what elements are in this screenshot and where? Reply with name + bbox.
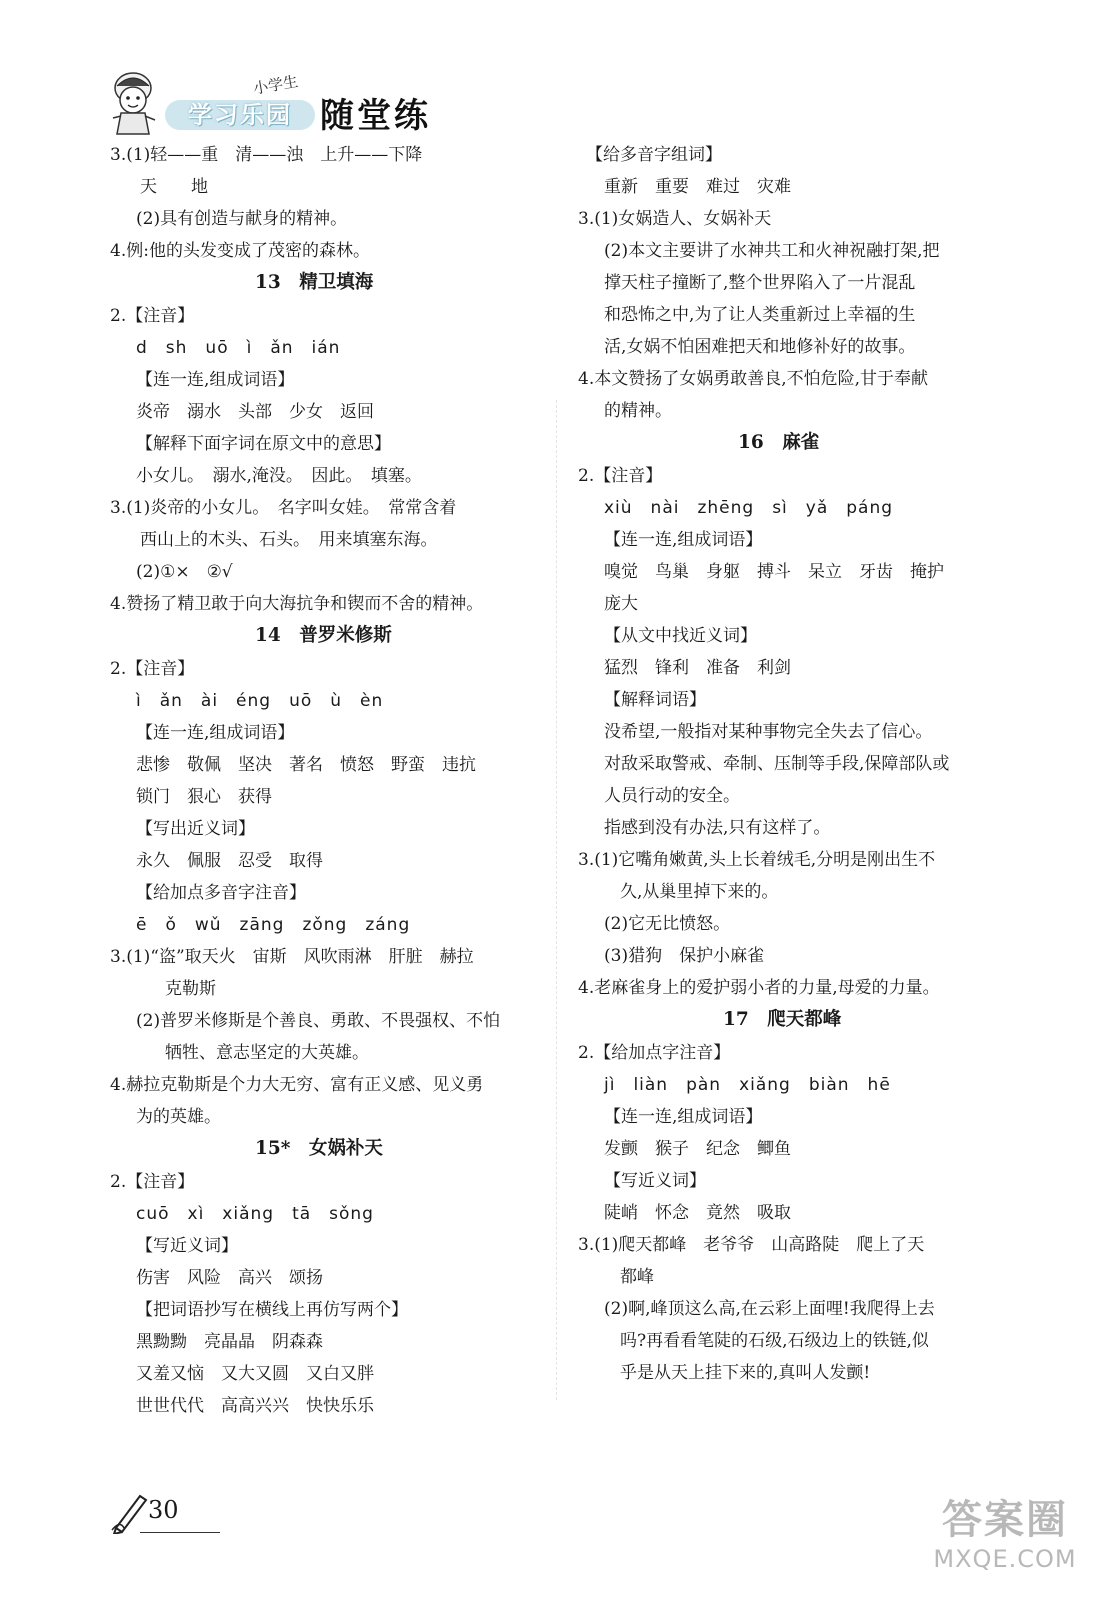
lesson-heading: 13 精卫填海 <box>255 272 374 293</box>
answer-line: 发颤 猴子 纪念 鲫鱼 <box>604 1139 791 1159</box>
section-label: 【给多音字组词】 <box>586 145 722 165</box>
answer-line: 陡峭 怀念 竟然 吸取 <box>604 1203 791 1223</box>
answer-line: 3.(1)轻——重 清——浊 上升——下降 <box>110 145 423 165</box>
lesson-heading: 16 麻雀 <box>738 432 820 453</box>
answer-line: (2)普罗米修斯是个善良、勇敢、不畏强权、不怕 <box>136 1011 501 1031</box>
section-label: 【从文中找近义词】 <box>604 626 757 646</box>
answer-line: 永久 佩服 忍受 取得 <box>136 851 323 871</box>
page-number: 30 <box>148 1496 179 1524</box>
answer-line: 伤害 风险 高兴 颂扬 <box>136 1268 323 1288</box>
mascot-icon <box>105 68 163 140</box>
answer-line: (2)①× ②√ <box>136 562 233 582</box>
section-label: 【解释下面字词在原文中的意思】 <box>136 434 391 454</box>
answer-line: (2)本文主要讲了水神共工和火神祝融打架,把 <box>604 241 940 261</box>
answer-line: 3.(1)“盗”取天火 宙斯 风吹雨淋 肝脏 赫拉 <box>110 947 474 967</box>
answer-line: 猛烈 锋利 准备 利剑 <box>604 658 791 678</box>
section-label: 【写近义词】 <box>136 1236 238 1256</box>
answer-line: 锁门 狠心 获得 <box>136 787 272 807</box>
section-label: 【写近义词】 <box>604 1171 706 1191</box>
answer-line: (2)啊,峰顶这么高,在云彩上面哩!我爬得上去 <box>604 1299 935 1319</box>
section-label: 【把词语抄写在横线上再仿写两个】 <box>136 1300 408 1320</box>
answer-line: 天 地 <box>140 177 208 197</box>
answer-line: 活,女娲不怕困难把天和地修补好的故事。 <box>604 337 916 357</box>
answer-line: 世世代代 高高兴兴 快快乐乐 <box>136 1396 374 1416</box>
answer-line: 3.(1)女娲造人、女娲补天 <box>578 209 772 229</box>
answer-line: (2)它无比愤怒。 <box>604 914 731 934</box>
answer-line: 4.赫拉克勒斯是个力大无穷、富有正义感、见义勇 <box>110 1075 484 1095</box>
answer-line: 撑天柱子撞断了,整个世界陷入了一片混乱 <box>604 273 916 293</box>
answer-line: 久,从巢里掉下来的。 <box>620 882 779 902</box>
answer-line: 克勒斯 <box>165 979 216 999</box>
section-label: 【连一连,组成词语】 <box>136 370 295 390</box>
lesson-heading: 15* 女娲补天 <box>255 1138 383 1159</box>
watermark-url: MXQE.COM <box>933 1545 1077 1573</box>
answer-line: 牺牲、意志坚定的大英雄。 <box>165 1043 369 1063</box>
answer-line: 黑黝黝 亮晶晶 阴森森 <box>136 1332 323 1352</box>
page-title: 随堂练 <box>320 96 431 136</box>
answer-line: (3)猎狗 保护小麻雀 <box>604 946 765 966</box>
section-label: 2.【注音】 <box>578 466 663 486</box>
answer-line: 吗?再看看笔陡的石级,石级边上的铁链,似 <box>620 1331 929 1351</box>
section-label: 2.【给加点字注音】 <box>578 1043 731 1063</box>
section-label: 【给加点多音字注音】 <box>136 883 306 903</box>
answer-line: 为的英雄。 <box>136 1107 221 1127</box>
section-label: 【写出近义词】 <box>136 819 255 839</box>
section-label: 【连一连,组成词语】 <box>604 530 763 550</box>
answer-line: 的精神。 <box>604 401 672 421</box>
watermark-text: 答案圈 <box>942 1497 1068 1543</box>
answer-line: 3.(1)它嘴角嫩黄,头上长着绒毛,分明是刚出生不 <box>578 850 936 870</box>
answer-line: 炎帝 溺水 头部 少女 返回 <box>136 402 374 422</box>
pen-icon <box>110 1490 150 1538</box>
answer-line: 又羞又恼 又大又圆 又白又胖 <box>136 1364 374 1384</box>
watermark-logo <box>915 1488 1095 1578</box>
section-label: 2.【注音】 <box>110 306 195 326</box>
pinyin-line: ē ǒ wǔ zāng zǒng záng <box>136 915 411 935</box>
answer-line: 悲惨 敬佩 坚决 著名 愤怒 野蛮 违抗 <box>136 755 476 775</box>
answer-line: 人员行动的安全。 <box>604 786 740 806</box>
answer-line: 和恐怖之中,为了让人类重新过上幸福的生 <box>604 305 916 325</box>
lesson-heading: 17 爬天都峰 <box>723 1009 842 1030</box>
answer-line: 4.赞扬了精卫敢于向大海抗争和锲而不舍的精神。 <box>110 594 484 614</box>
section-label: 【解释词语】 <box>604 690 706 710</box>
answer-line: 小女儿。 溺水,淹没。 因此。 填塞。 <box>136 466 422 486</box>
section-label: 【连一连,组成词语】 <box>604 1107 763 1127</box>
answer-line: 3.(1)炎帝的小女儿。 名字叫女娃。 常常含着 <box>110 498 457 518</box>
answer-line: 没希望,一般指对某种事物完全失去了信心。 <box>604 722 933 742</box>
lesson-heading: 14 普罗米修斯 <box>255 625 392 646</box>
answer-line: 4.例:他的头发变成了茂密的森林。 <box>110 241 370 261</box>
logo-text: 学习乐园 <box>165 100 315 130</box>
pinyin-line: jì liàn pàn xiǎng biàn hē <box>604 1075 891 1095</box>
section-label: 2.【注音】 <box>110 659 195 679</box>
logo-small-text: 小学生 <box>251 72 300 98</box>
answer-line: 4.本文赞扬了女娲勇敢善良,不怕危险,甘于奉献 <box>578 369 929 389</box>
answer-line: 对敌采取警戒、牵制、压制等手段,保障部队或 <box>604 754 950 774</box>
answer-line: 西山上的木头、石头。 用来填塞东海。 <box>140 530 438 550</box>
answer-line: 庞大 <box>604 594 638 614</box>
answer-line: 乎是从天上挂下来的,真叫人发颤! <box>620 1363 871 1383</box>
answer-line: 重新 重要 难过 灾难 <box>604 177 791 197</box>
pinyin-line: xiù nài zhēng sì yǎ páng <box>604 498 894 518</box>
answer-line: 嗅觉 鸟巢 身躯 搏斗 呆立 牙齿 掩护 <box>604 562 944 582</box>
pinyin-line: ì ǎn ài éng uō ù èn <box>136 691 384 711</box>
column-divider <box>556 400 557 1400</box>
answer-line: 指感到没有办法,只有这样了。 <box>604 818 831 838</box>
page-footer <box>110 1490 230 1540</box>
header-logo <box>105 62 445 140</box>
answer-line: 3.(1)爬天都峰 老爷爷 山高路陡 爬上了天 <box>578 1235 925 1255</box>
answer-line: (2)具有创造与献身的精神。 <box>136 209 348 229</box>
section-label: 2.【注音】 <box>110 1172 195 1192</box>
answer-line: 都峰 <box>620 1267 654 1287</box>
pinyin-line: cuō xì xiǎng tā sǒng <box>136 1204 374 1224</box>
section-label: 【连一连,组成词语】 <box>136 723 295 743</box>
pinyin-line: d sh uō ì ǎn ián <box>136 338 341 358</box>
answer-line: 4.老麻雀身上的爱护弱小者的力量,母爱的力量。 <box>578 978 940 998</box>
footer-underline <box>140 1532 220 1533</box>
